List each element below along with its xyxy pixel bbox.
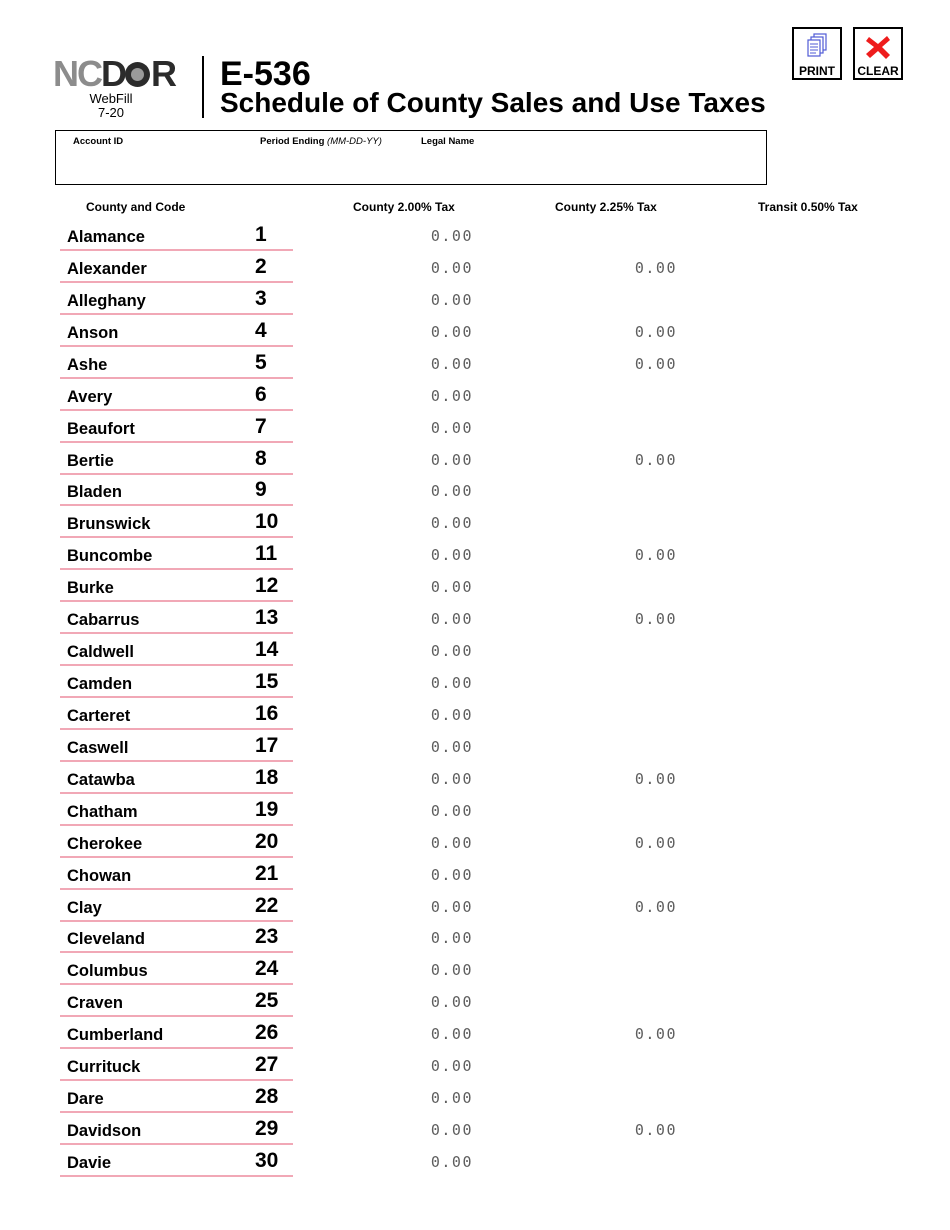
- county-225-tax-field[interactable]: 0.00: [634, 1025, 677, 1044]
- col-header-tax225: County 2.25% Tax: [555, 200, 657, 214]
- county-name: Avery: [67, 387, 113, 406]
- county-200-tax-field[interactable]: 0.00: [430, 354, 473, 373]
- row-underline: [60, 473, 293, 475]
- row-underline: [60, 1047, 293, 1049]
- county-code: 7: [255, 414, 267, 438]
- county-name: Alexander: [67, 259, 147, 278]
- county-code: 27: [255, 1053, 279, 1077]
- county-name: Columbus: [67, 962, 148, 981]
- county-code: 11: [255, 542, 278, 566]
- county-200-tax-field[interactable]: 0.00: [430, 865, 473, 884]
- county-225-tax-field[interactable]: 0.00: [634, 322, 677, 341]
- row-underline: [60, 888, 293, 890]
- row-underline: [60, 249, 293, 251]
- county-code: 16: [255, 701, 279, 725]
- county-code: 9: [255, 478, 267, 502]
- account-id-label: Account ID: [73, 136, 124, 147]
- county-code: 8: [255, 446, 267, 470]
- period-format: (MM-DD-YY): [327, 136, 382, 147]
- row-underline: [60, 1015, 293, 1017]
- county-name: Caldwell: [67, 643, 134, 662]
- row-underline: [60, 1175, 293, 1177]
- county-200-tax-field[interactable]: 0.00: [430, 450, 473, 469]
- form-id: E-536: [220, 55, 311, 93]
- county-code: 1: [255, 223, 267, 246]
- period-ending-label: [260, 136, 382, 147]
- print-icon: [794, 32, 840, 64]
- county-225-tax-field[interactable]: 0.00: [634, 546, 677, 565]
- county-code: 5: [255, 350, 267, 374]
- row-underline: [60, 313, 293, 315]
- row-underline: [60, 409, 293, 411]
- clear-label: CLEAR: [857, 64, 899, 78]
- county-name: Carteret: [67, 706, 131, 725]
- county-name: Chatham: [67, 802, 138, 821]
- county-name: Craven: [67, 994, 123, 1013]
- logo-o-circle-icon: [125, 62, 150, 87]
- county-code: 17: [255, 733, 279, 757]
- logo-version: 7-20: [97, 105, 125, 120]
- row-underline: [60, 951, 293, 953]
- row-underline: [60, 664, 293, 666]
- row-underline: [60, 441, 293, 443]
- county-name: Bladen: [67, 483, 123, 502]
- county-name: Alleghany: [67, 291, 146, 310]
- row-underline: [60, 824, 293, 826]
- county-code: 4: [255, 318, 267, 342]
- county-225-tax-field[interactable]: 0.00: [634, 897, 677, 916]
- county-name: Brunswick: [67, 515, 151, 534]
- county-code: 20: [255, 829, 279, 853]
- row-underline: [60, 536, 293, 538]
- row-underline: [60, 760, 293, 762]
- col-header-county: County and Code: [86, 200, 186, 214]
- county-name: Buncombe: [67, 547, 153, 566]
- row-underline: [60, 1079, 293, 1081]
- county-name: Cherokee: [67, 834, 143, 853]
- county-200-tax-field[interactable]: 0.00: [430, 1089, 473, 1108]
- county-200-tax-field[interactable]: 0.00: [430, 610, 473, 629]
- county-name: Clay: [67, 898, 102, 917]
- county-name: Dare: [67, 1090, 104, 1109]
- county-code: 12: [255, 574, 279, 598]
- county-225-tax-field[interactable]: 0.00: [634, 1121, 677, 1140]
- county-200-tax-field[interactable]: 0.00: [430, 482, 473, 501]
- legal-name-label: Legal Name: [421, 136, 475, 147]
- county-200-tax-field[interactable]: 0.00: [430, 1057, 473, 1076]
- col-header-tax200: County 2.00% Tax: [353, 200, 455, 214]
- row-underline: [60, 696, 293, 698]
- county-name: Anson: [67, 323, 119, 342]
- ncdor-logo: [53, 53, 181, 120]
- logo-webfill: WebFill: [89, 91, 133, 106]
- county-200-tax-field[interactable]: 0.00: [430, 993, 473, 1012]
- county-200-tax-field[interactable]: 0.00: [430, 674, 473, 693]
- county-code: 18: [255, 765, 279, 789]
- row-underline: [60, 983, 293, 985]
- clear-button[interactable]: [853, 27, 903, 80]
- clear-x-icon: [855, 32, 901, 64]
- county-225-tax-field[interactable]: 0.00: [634, 610, 677, 629]
- county-225-tax-field[interactable]: 0.00: [634, 833, 677, 852]
- print-label: PRINT: [799, 64, 835, 78]
- row-underline: [60, 600, 293, 602]
- county-200-tax-field[interactable]: 0.00: [430, 227, 473, 245]
- header-divider: [202, 56, 204, 118]
- col-header-transit: Transit 0.50% Tax: [758, 200, 858, 214]
- row-underline: [60, 856, 293, 858]
- row-underline: [60, 377, 293, 379]
- county-code: 26: [255, 1021, 279, 1045]
- county-code: 22: [255, 893, 279, 917]
- county-200-tax-field[interactable]: 0.00: [430, 258, 473, 277]
- county-name: Cleveland: [67, 930, 145, 949]
- county-225-tax-field[interactable]: 0.00: [634, 450, 677, 469]
- county-code: 25: [255, 989, 279, 1013]
- county-code: 6: [255, 382, 267, 406]
- county-225-tax-field[interactable]: 0.00: [634, 354, 677, 373]
- county-name: Currituck: [67, 1058, 141, 1077]
- county-code: 24: [255, 957, 279, 981]
- print-button[interactable]: [792, 27, 842, 80]
- county-name: Cabarrus: [67, 611, 140, 630]
- row-underline: [60, 345, 293, 347]
- county-code: 23: [255, 925, 279, 949]
- row-underline: [60, 568, 293, 570]
- period-ending-text: Period Ending: [260, 136, 325, 147]
- county-200-tax-field[interactable]: 0.00: [430, 1121, 473, 1140]
- row-underline: [60, 632, 293, 634]
- county-name: Alamance: [67, 228, 145, 246]
- county-200-tax-field[interactable]: 0.00: [430, 929, 473, 948]
- county-200-tax-field[interactable]: 0.00: [430, 290, 473, 309]
- county-200-tax-field[interactable]: 0.00: [430, 769, 473, 788]
- county-name: Bertie: [67, 451, 114, 470]
- county-200-tax-field[interactable]: 0.00: [430, 1152, 473, 1171]
- county-code: 29: [255, 1117, 279, 1141]
- row-underline: [60, 1111, 293, 1113]
- account-info-box: [55, 130, 767, 185]
- row-underline: [60, 1143, 293, 1145]
- county-name: Beaufort: [67, 419, 135, 438]
- county-code: 19: [255, 797, 279, 821]
- county-200-tax-field[interactable]: 0.00: [430, 801, 473, 820]
- row-underline: [60, 281, 293, 283]
- county-200-tax-field[interactable]: 0.00: [430, 642, 473, 661]
- county-200-tax-field[interactable]: 0.00: [430, 514, 473, 533]
- county-200-tax-field[interactable]: 0.00: [430, 833, 473, 852]
- county-200-tax-field[interactable]: 0.00: [430, 386, 473, 405]
- county-200-tax-field[interactable]: 0.00: [430, 897, 473, 916]
- county-code: 13: [255, 606, 279, 630]
- county-code: 3: [255, 286, 267, 310]
- county-code: 10: [255, 510, 279, 534]
- county-200-tax-field[interactable]: 0.00: [430, 737, 473, 756]
- county-code: 21: [255, 861, 279, 885]
- county-code: 14: [255, 638, 279, 662]
- county-code: 30: [255, 1148, 279, 1172]
- county-name: Burke: [67, 579, 114, 598]
- county-200-tax-field[interactable]: 0.00: [430, 546, 473, 565]
- county-name: Cumberland: [67, 1026, 164, 1045]
- row-underline: [60, 504, 293, 506]
- county-200-tax-field[interactable]: 0.00: [430, 578, 473, 597]
- logo-mark: NCD R: [53, 53, 175, 94]
- county-name: Catawba: [67, 770, 135, 789]
- county-200-tax-field[interactable]: 0.00: [430, 322, 473, 341]
- page-title: Schedule of County Sales and Use Taxes: [220, 87, 766, 118]
- county-200-tax-field[interactable]: 0.00: [430, 705, 473, 724]
- county-name: Camden: [67, 675, 133, 694]
- county-200-tax-field[interactable]: 0.00: [430, 418, 473, 437]
- county-name: Davie: [67, 1153, 112, 1172]
- row-underline: [60, 920, 293, 922]
- county-name: Caswell: [67, 738, 129, 757]
- county-code: 15: [255, 670, 279, 694]
- county-code: 28: [255, 1085, 279, 1109]
- county-name: Ashe: [67, 355, 108, 374]
- county-name: Chowan: [67, 866, 132, 885]
- county-code: 2: [255, 254, 267, 278]
- county-200-tax-field[interactable]: 0.00: [430, 1025, 473, 1044]
- row-underline: [60, 792, 293, 794]
- row-underline: [60, 728, 293, 730]
- county-225-tax-field[interactable]: 0.00: [634, 258, 677, 277]
- county-name: Davidson: [67, 1122, 142, 1141]
- county-200-tax-field[interactable]: 0.00: [430, 961, 473, 980]
- county-225-tax-field[interactable]: 0.00: [634, 769, 677, 788]
